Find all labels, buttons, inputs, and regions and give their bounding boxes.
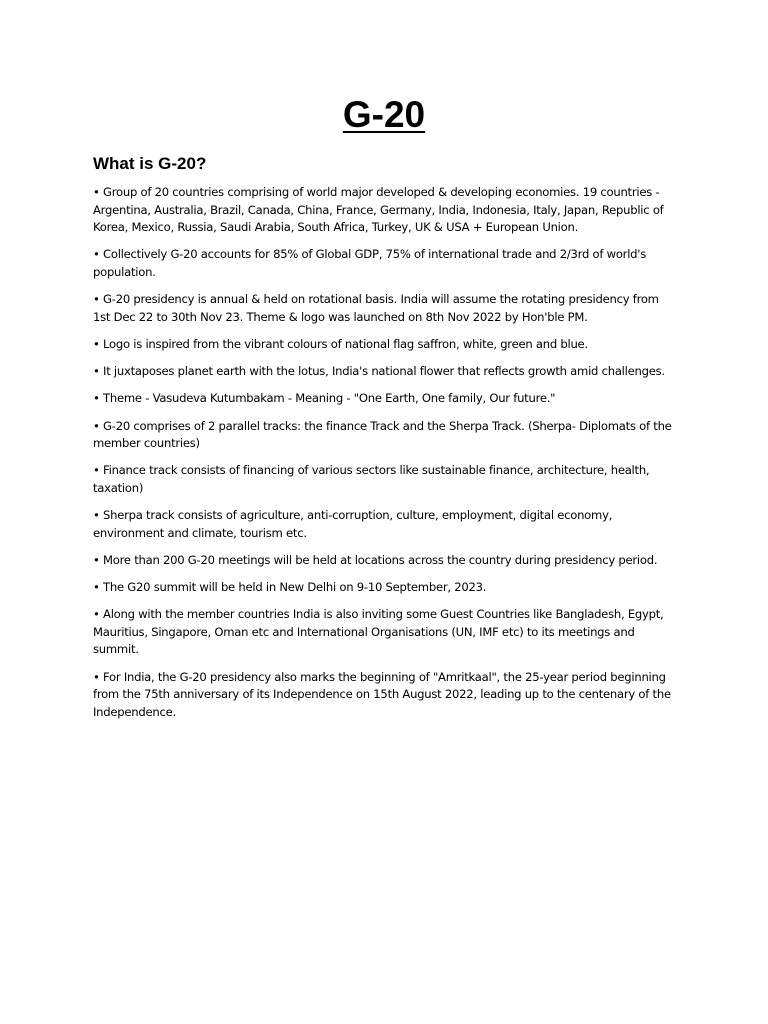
bullet-point: • More than 200 G-20 meetings will be held at locations across the country during presidency period.	[93, 552, 658, 567]
bullet-point: • For India, the G-20 presidency also marks the beginning of "Amritkaal", the 25-year period beginning from the 75th anniversary of its Independence on 15th August 2022, leading up to the centenary of the Independence.	[93, 669, 671, 719]
bullet-point: • Finance track consists of financing of various sectors like sustainable finance, architecture, health, taxation)	[93, 463, 650, 495]
bullet-list	[93, 184, 679, 731]
section-heading: What is G-20?	[93, 154, 207, 173]
bullet-point: • G-20 comprises of 2 parallel tracks: the finance Track and the Sherpa Track. (Sherpa- Diplomats of the member countries)	[93, 418, 672, 451]
bullet-point: • Theme - Vasudeva Kutumbakam - Meaning - "One Earth, One family, Our future."	[93, 391, 556, 406]
bullet-point: • It juxtaposes planet earth with the lotus, India's national flower that reflects growth amid challenges.	[93, 364, 665, 379]
bullet-point: • Sherpa track consists of agriculture, anti-corruption, culture, employment, digital economy, environment and climate, tourism etc.	[93, 508, 613, 540]
bullet-point: • Collectively G-20 accounts for 85% of Global GDP, 75% of international trade and 2/3rd of world's population.	[93, 247, 647, 279]
bullet-point: • Group of 20 countries comprising of world major developed & developing economies. 19 countries - Argentina, Australia, Brazil, Canada, China, France, Germany, India, Indonesia, Italy, Japan, Republic of Korea, Mexico, Russia, Saudi Arabia, South Africa, Turkey, UK & USA + European Union.	[93, 185, 664, 235]
bullet-point: • G-20 presidency is annual & held on rotational basis. India will assume the rotating presidency from 1st Dec 22 to 30th Nov 23. Theme & logo was launched on 8th Nov 2022 by Hon'ble PM.	[93, 292, 659, 324]
document-title: G-20	[342, 94, 426, 135]
bullet-point: • Logo is inspired from the vibrant colours of national flag saffron, white, green and blue.	[93, 336, 588, 351]
bullet-point: • Along with the member countries India is also inviting some Guest Countries like Bangladesh, Egypt, Mauritius, Singapore, Oman etc and International Organisations (UN, IMF etc) to its meetings and summit.	[93, 607, 664, 657]
bullet-point: • The G20 summit will be held in New Delhi on 9-10 September, 2023.	[93, 580, 487, 595]
